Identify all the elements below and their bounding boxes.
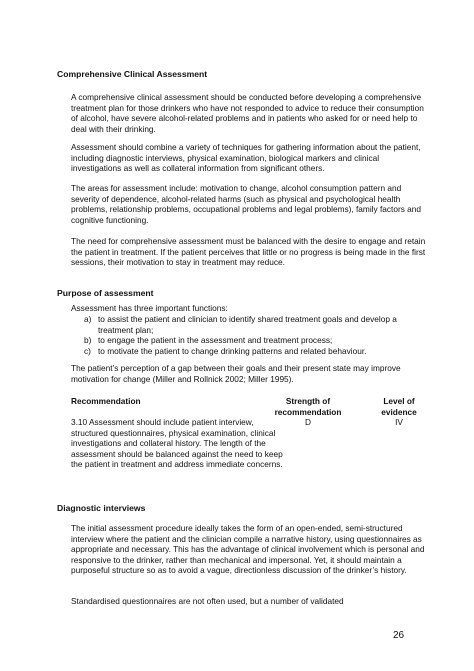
paragraph: The areas for assessment include: motivation to change, alcohol consumption pattern and severity of dependence, alcohol-related harms (such as physical and psychological health problems, relationship problems, occupational problems and legal problems), family factors and cognitive functioning. — [71, 183, 422, 225]
table-cell-strength: D — [305, 417, 311, 427]
list-item — [71, 335, 441, 346]
list-item-text: to assist the patient and clinician to identify shared treatment goals and develop a treatment plan; — [98, 314, 397, 335]
section-heading-diagnostic-interviews: Diagnostic interviews — [57, 503, 146, 513]
section-heading-purpose: Purpose of assessment — [57, 288, 154, 298]
paragraph: The initial assessment procedure ideally takes the form of an open-ended, semi-structured interview where the patient and the clinician compile a narrative history, using questionnaires as appropriate and necessary. This has the advantage of clinical involvement which is personal and responsive to the drinker, rather than mechanical and impersonal. Yet, it should maintain a purposeful structure so as to avoid a vague, directionless discussion of the drinker’s history. — [71, 523, 425, 576]
paragraph: Standardised questionnaires are not often used, but a number of validated — [71, 596, 344, 606]
column-header-recommendation: Recommendation — [71, 396, 141, 406]
column-header-level — [367, 396, 431, 417]
list-intro: Assessment has three important functions: — [71, 303, 228, 313]
table-cell-recommendation: 3.10 Assessment should include patient interview, structured questionnaires, physical examination, clinical investigations and collateral history. The length of the assessment should be balanced against the need to keep the patient in treatment and address immediate concerns. — [71, 417, 283, 470]
list-item — [71, 314, 441, 335]
paragraph: The patient’s perception of a gap between their goals and their present state may improve motivation for change (Miller and Rollnick 2002; Miller 1995). — [71, 363, 401, 384]
paragraph: Assessment should combine a variety of techniques for gathering information about the patient, including diagnostic interviews, physical examination, biological markers and clinical investigations as well as collateral information from significant others. — [71, 142, 421, 174]
functions-list — [71, 314, 441, 356]
section-heading-comprehensive-assessment: Comprehensive Clinical Assessment — [57, 69, 208, 79]
paragraph: A comprehensive clinical assessment should be conducted before developing a comprehensive treatment plan for those drinkers who have not responded to advice to reduce their consumption of alcohol, have severe alcohol-related problems and in patients who asked for or need help to deal with their drinking. — [71, 92, 424, 134]
list-item-text: to engage the patient in the assessment and treatment process; — [98, 335, 333, 346]
list-marker: a) — [84, 314, 92, 324]
column-header-line: evidence — [381, 406, 417, 417]
page-number: 26 — [393, 630, 405, 641]
column-header-line: Level of — [383, 396, 415, 406]
column-header-line: recommendation — [274, 406, 342, 417]
list-item-text: to motivate the patient to change drinking patterns and related behaviour. — [98, 345, 367, 356]
list-marker: c) — [84, 345, 91, 356]
list-item — [71, 346, 441, 357]
column-header-line: Strength of — [285, 396, 331, 406]
table-cell-level: IV — [395, 417, 403, 427]
paragraph: The need for comprehensive assessment must be balanced with the desire to engage and retain the patient in treatment. If the patient perceives that little or no progress is being made in the first sessions, their motivation to stay in treatment may reduce. — [71, 236, 426, 268]
list-marker: b) — [84, 335, 92, 346]
column-header-strength — [268, 396, 348, 417]
